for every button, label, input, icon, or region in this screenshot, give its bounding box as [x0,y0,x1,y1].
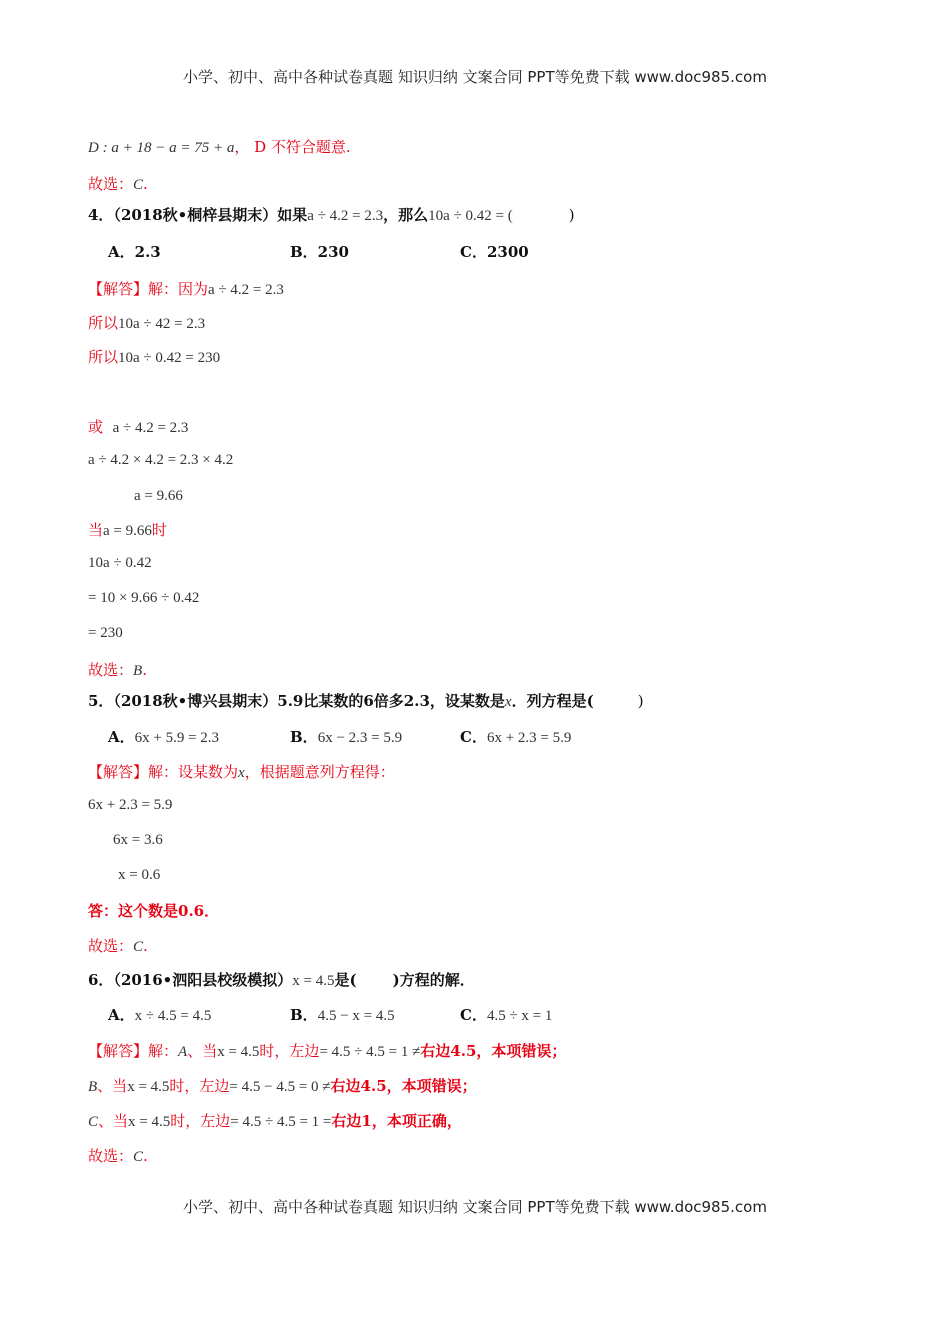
option-label: A． [108,728,135,746]
choose-label: 故选： [88,175,134,193]
q5-option-b [290,727,460,748]
q4-option-c: C．2300 [460,243,529,261]
choose-answer: C [133,939,144,955]
q3-d-text: ， D 不符合题意. [234,138,351,156]
item-letter: A [178,1044,188,1060]
left-text: 时，左边 [259,1042,320,1060]
when-text: 、当 [97,1077,128,1095]
cond-math: x = 4.5 [127,1079,170,1095]
solution-label: 【解答】解：因为 [88,280,209,298]
q4-expression: 10a ÷ 0.42 = ( [428,208,513,224]
item-letter: C [88,1114,99,1130]
q5-solution-line [88,762,395,783]
q5-option-a [108,727,290,748]
q5-sol-tail: ，根据题意列方程得： [244,763,395,781]
so-label: 所以 [88,348,119,366]
choose-label: 故选： [88,1147,134,1165]
cond-math: x = 4.5 [217,1044,260,1060]
q5-answer: 答：这个数是0.6． [88,902,220,920]
choose-answer: B [133,663,143,679]
q6-solution-a [88,1041,566,1062]
q4-or-math-1: a ÷ 4.2 = 2.3 [112,420,189,436]
q4-option-a: A．2.3 [108,243,161,261]
q6-solution-c [88,1111,462,1132]
q5-var: x [504,694,512,710]
q6-choose-line [88,1146,148,1167]
q4-calc-3: = 230 [88,625,123,641]
when-text: 、当 [187,1042,218,1060]
expr-math: = 4.5 ÷ 4.5 = 1 = [230,1114,332,1130]
q6-solution-b [88,1076,477,1097]
option-math: 4.5 ÷ x = 1 [486,1008,553,1024]
q4-when-math: a = 9.66 [103,523,152,539]
q4-source: （2018秋•桐梓县期末）如果 [113,206,308,224]
expr-math: = 4.5 − 4.5 = 0 ≠ [229,1079,331,1095]
q6-option-a [108,1005,290,1026]
q4-solution-line [88,279,284,300]
q5-stem [88,691,644,712]
or-label: 或 [88,418,104,436]
q4-or-line-2: a ÷ 4.2 × 4.2 = 2.3 × 4.2 [88,452,234,468]
option-label: C． [460,1006,487,1024]
q4-condition: a ÷ 4.2 = 2.3 [307,208,384,224]
choose-label: 故选： [88,661,134,679]
option-label: B． [290,1006,318,1024]
q5-close-paren: ) [637,692,644,710]
q4-so1-line [88,313,205,334]
q4-options [108,242,529,262]
q4-option-b: B．230 [290,243,349,261]
choose-answer: C [133,1149,144,1165]
q6-stem [88,970,475,991]
solution-label: 【解答】解： [88,1042,179,1060]
q5-eq-3: x = 0.6 [118,867,161,883]
q5-sol-var: x [238,765,245,781]
q6-number: 6． [88,971,114,989]
when-text: 、当 [98,1112,129,1130]
period: . [143,937,148,955]
option-label: B． [290,728,318,746]
q5-eq-1: 6x + 2.3 = 5.9 [88,797,173,813]
choose-answer: C [133,177,144,193]
so-label: 所以 [88,314,119,332]
when-label: 当 [88,521,104,539]
cond-math: x = 4.5 [128,1114,171,1130]
q4-or-line [88,417,188,438]
left-text: 时，左边 [169,1077,230,1095]
q4-choose-line [88,660,147,681]
q4-so1-math: 10a ÷ 42 = 2.3 [118,316,206,332]
period: . [143,1147,148,1165]
q6-source: （2016•泗阳县校级模拟） [113,971,293,989]
page-footer: 小学、初中、高中各种试卷真题 知识归纳 文案合同 PPT等免费下载 www.doc985.com [183,1198,767,1216]
option-math: x ÷ 4.5 = 4.5 [134,1008,212,1024]
q6-stem-tail: 是( [334,971,357,989]
when-tail: 时 [151,521,167,539]
q5-choose-line [88,936,148,957]
expr-math: = 4.5 ÷ 4.5 = 1 ≠ [319,1044,421,1060]
q4-when-line [88,520,167,541]
option-label: C． [460,728,487,746]
q5-options [108,727,571,748]
period: . [143,175,148,193]
q6-condition: x = 4.5 [292,973,335,989]
period: . [142,661,147,679]
option-math: 4.5 − x = 4.5 [317,1008,395,1024]
q3-d-math: D : a + 18 − a = 75 + a [88,140,235,156]
page-header: 小学、初中、高中各种试卷真题 知识归纳 文案合同 PPT等免费下载 www.doc985.com [183,68,767,86]
q4-so2-line [88,347,220,368]
q6-options [108,1005,552,1026]
q5-stem-tail: ．列方程是( [511,692,594,710]
q5-number: 5． [88,692,114,710]
q4-so2-math: 10a ÷ 0.42 = 230 [118,350,221,366]
q3-option-d-line [88,137,351,158]
q4-stem [88,205,575,226]
q4-or-line-3: a = 9.66 [134,488,183,504]
tail-text: 右边4.5，本项错误； [330,1077,477,1095]
q3-choose-line [88,174,148,195]
q4-calc-2: = 10 × 9.66 ÷ 0.42 [88,590,200,606]
q6-option-b [290,1005,460,1026]
option-label: A． [108,1006,135,1024]
option-math: 6x + 5.9 = 2.3 [134,730,220,746]
left-text: 时，左边 [170,1112,231,1130]
item-letter: B [88,1079,98,1095]
q4-close-paren: ) [568,206,575,224]
choose-label: 故选： [88,937,134,955]
option-math: 6x + 2.3 = 5.9 [486,730,572,746]
q5-stem-text: （2018秋•博兴县期末）5.9比某数的6倍多2.3，设某数是 [113,692,505,710]
q4-calc-1: 10a ÷ 0.42 [88,555,152,571]
option-math: 6x − 2.3 = 5.9 [317,730,403,746]
q6-option-c [460,1005,552,1026]
tail-text: 右边1，本项正确， [331,1112,462,1130]
q5-eq-2: 6x = 3.6 [113,832,163,848]
q6-stem-end: )方程的解． [392,971,475,989]
q4-number: 4． [88,206,114,224]
tail-text: 右边4.5，本项错误； [420,1042,567,1060]
q5-option-c [460,727,571,748]
q4-then: ，那么 [383,206,429,224]
solution-label: 【解答】解：设某数为 [88,763,239,781]
q4-sol-math: a ÷ 4.2 = 2.3 [208,282,284,298]
